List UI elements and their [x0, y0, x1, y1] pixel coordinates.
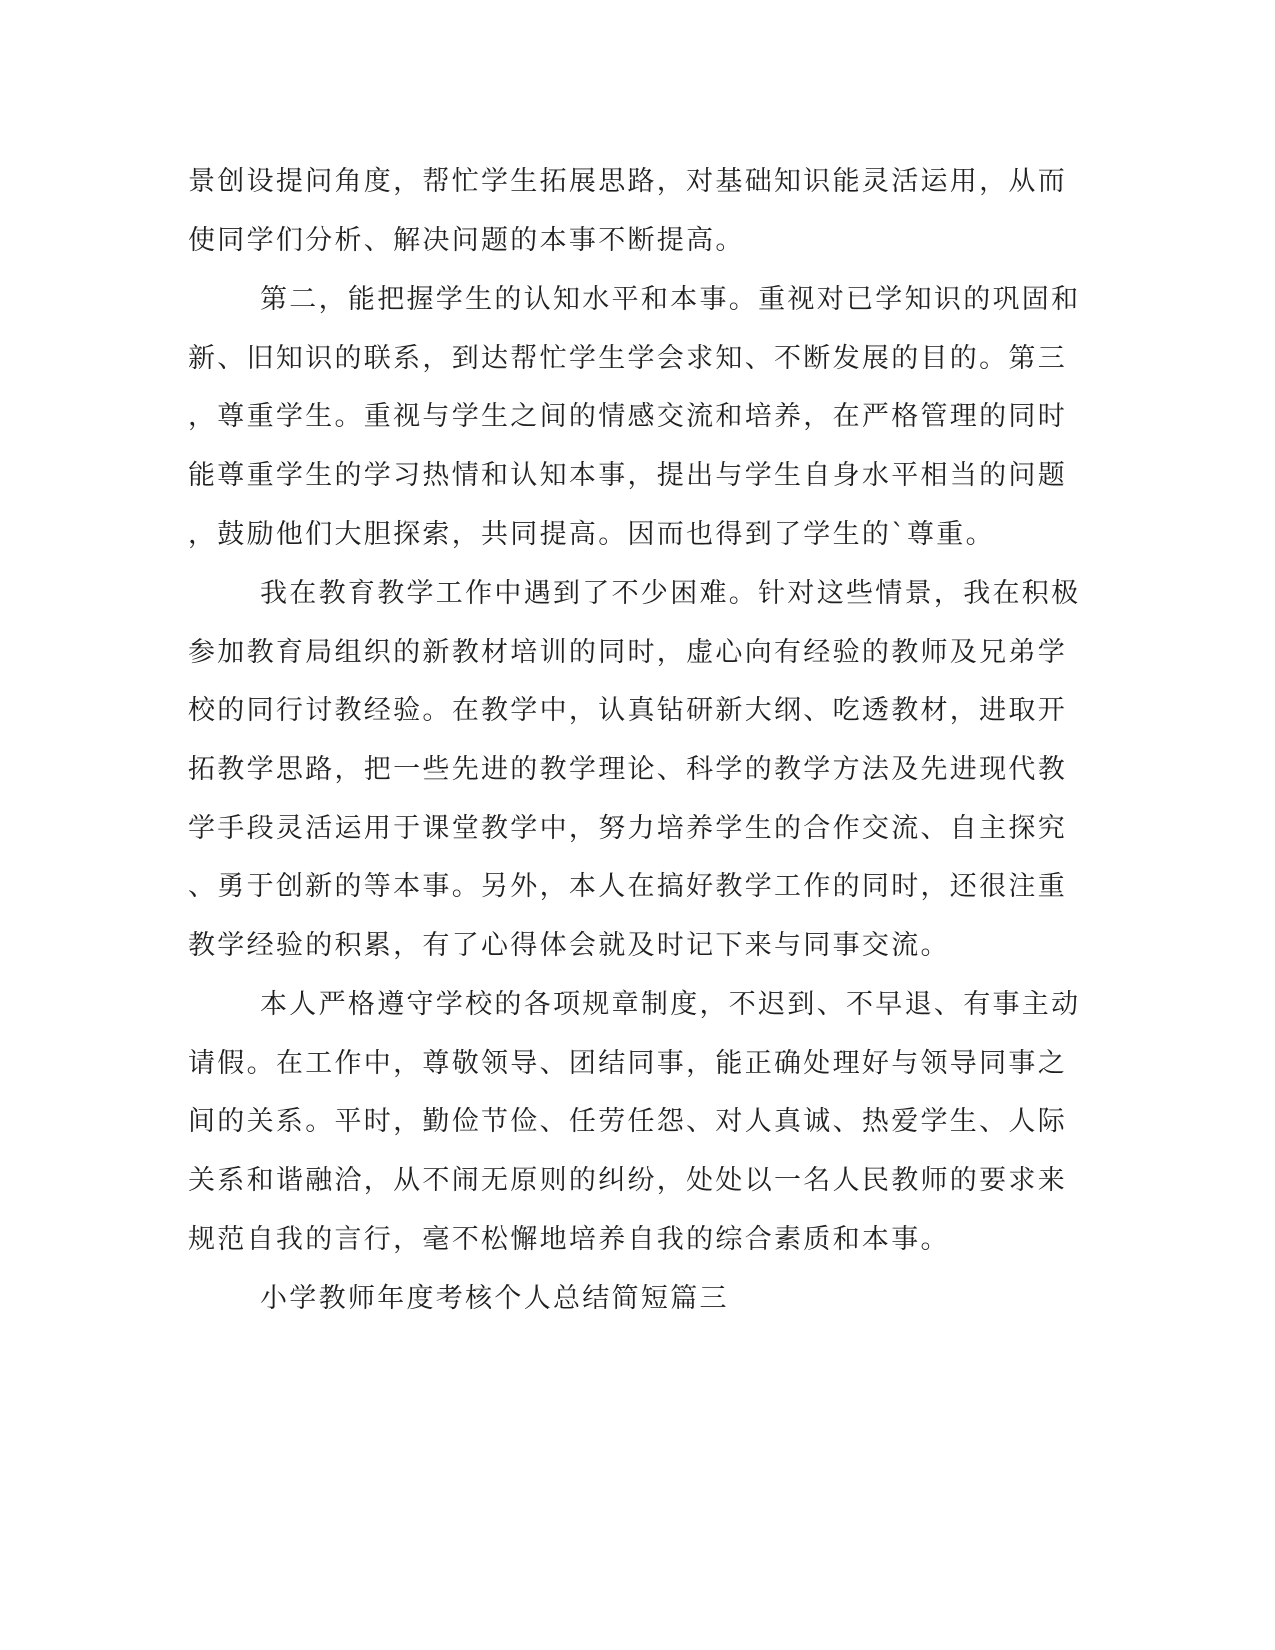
paragraph-start-line: 本人严格遵守学校的各项规章制度，不迟到、不早退、有事主动: [260, 989, 1081, 1020]
text-line: 教学经验的积累，有了心得体会就及时记下来与同事交流。: [188, 930, 950, 961]
text-line: 规范自我的言行，毫不松懈地培养自我的综合素质和本事。: [188, 1224, 950, 1255]
section-heading: 小学教师年度考核个人总结简短篇三: [260, 1283, 729, 1314]
text-line: 间的关系。平时，勤俭节俭、任劳任怨、对人真诚、热爱学生、人际: [188, 1106, 1067, 1137]
text-line: 使同学们分析、解决问题的本事不断提高。: [188, 225, 745, 256]
text-line: ，尊重学生。重视与学生之间的情感交流和培养，在严格管理的同时: [188, 401, 1067, 432]
paragraph-start-line: 我在教育教学工作中遇到了不少困难。针对这些情景，我在积极: [260, 578, 1081, 609]
text-line: 参加教育局组织的新教材培训的同时，虚心向有经验的教师及兄弟学: [188, 637, 1067, 668]
text-line: ，鼓励他们大胆探索，共同提高。因而也得到了学生的`尊重。: [188, 519, 995, 550]
text-line: 、勇于创新的等本事。另外，本人在搞好教学工作的同时，还很注重: [188, 871, 1067, 902]
text-line: 校的同行讨教经验。在教学中，认真钻研新大纲、吃透教材，进取开: [188, 695, 1067, 726]
text-line: 学手段灵活运用于课堂教学中，努力培养学生的合作交流、自主探究: [188, 813, 1067, 844]
text-line: 拓教学思路，把一些先进的教学理论、科学的教学方法及先进现代教: [188, 754, 1067, 785]
text-line: 能尊重学生的学习热情和认知本事，提出与学生自身水平相当的问题: [188, 460, 1067, 491]
text-line: 景创设提问角度，帮忙学生拓展思路，对基础知识能灵活运用，从而: [188, 166, 1067, 197]
paragraph-start-line: 第二，能把握学生的认知水平和本事。重视对已学知识的巩固和: [260, 284, 1081, 315]
text-line: 请假。在工作中，尊敬领导、团结同事，能正确处理好与领导同事之: [188, 1048, 1067, 1079]
text-line: 关系和谐融洽，从不闹无原则的纠纷，处处以一名人民教师的要求来: [188, 1165, 1067, 1196]
text-line: 新、旧知识的联系，到达帮忙学生学会求知、不断发展的目的。第三: [188, 343, 1067, 374]
